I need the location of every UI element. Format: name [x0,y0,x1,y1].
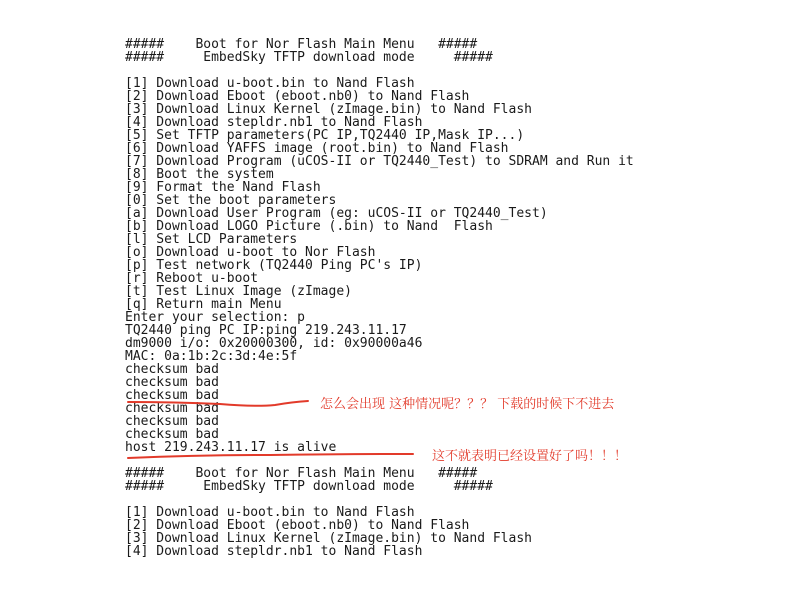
console-line: checksum bad [125,427,219,442]
console-line: [2] Download Eboot (eboot.nb0) to Nand Flash [125,518,470,533]
console-line: TQ2440 ping PC IP:ping 219.243.11.17 [125,323,407,338]
console-line: checksum bad [125,362,219,377]
console-line: checksum bad [125,375,219,390]
console-line: [7] Download Program (uCOS-II or TQ2440_Test) to SDRAM and Run it [125,154,634,169]
console-line: [1] Download u-boot.bin to Nand Flash [125,76,415,91]
console-line: ##### EmbedSky TFTP download mode ##### [125,479,493,494]
console-line: [9] Format the Nand Flash [125,180,321,195]
console-line: [o] Download u-boot to Nor Flash [125,245,376,260]
console-line: [1] Download u-boot.bin to Nand Flash [125,505,415,520]
console-line: host 219.243.11.17 is alive [125,440,337,455]
console-line: [0] Set the boot parameters [125,193,337,208]
console-line: [p] Test network (TQ2440 Ping PC's IP) [125,258,423,273]
host-alive-annotation: 这不就表明已经设置好了吗！！！ [432,449,628,464]
console-line: ##### Boot for Nor Flash Main Menu ##### [125,466,478,481]
console-line: MAC: 0a:1b:2c:3d:4e:5f [125,349,298,364]
console-line: [3] Download Linux Kernel (zImage.bin) to Nand Flash [125,531,532,546]
console-line: [3] Download Linux Kernel (zImage.bin) to Nand Flash [125,102,532,117]
console-line: [r] Reboot u-boot [125,271,259,286]
console-line: [4] Download stepldr.nb1 to Nand Flash [125,544,423,559]
console-line: [l] Set LCD Parameters [125,232,298,247]
console-line: ##### Boot for Nor Flash Main Menu ##### [125,37,478,52]
console-line: [5] Set TFTP parameters(PC IP,TQ2440 IP,Mask IP...) [125,128,525,143]
host-alive-underline [128,454,413,458]
console-line: checksum bad [125,401,219,416]
console-line: [b] Download LOGO Picture (.bin) to Nand Flash [125,219,493,234]
console-line: Enter your selection: p [125,310,306,325]
console-line: [q] Return main Menu [125,297,282,312]
console-line: [8] Boot the system [125,167,274,182]
console-line: ##### EmbedSky TFTP download mode ##### [125,50,493,65]
console-line: checksum bad [125,414,219,429]
console-line: [4] Download stepldr.nb1 to Nand Flash [125,115,423,130]
console-line: [2] Download Eboot (eboot.nb0) to Nand Flash [125,89,470,104]
checksum-underline [128,401,308,406]
console-line: checksum bad [125,388,219,403]
console-line: [t] Test Linux Image (zImage) [125,284,352,299]
console-line: [a] Download User Program (eg: uCOS-II or TQ2440_Test) [125,206,548,221]
console-line: [6] Download YAFFS image (root.bin) to Nand Flash [125,141,509,156]
console-line: dm9000 i/o: 0x20000300, id: 0x90000a46 [125,336,423,351]
checksum-question-annotation: 怎么会出现 这种情况呢？？？ 下载的时候下不进去 [320,397,615,412]
